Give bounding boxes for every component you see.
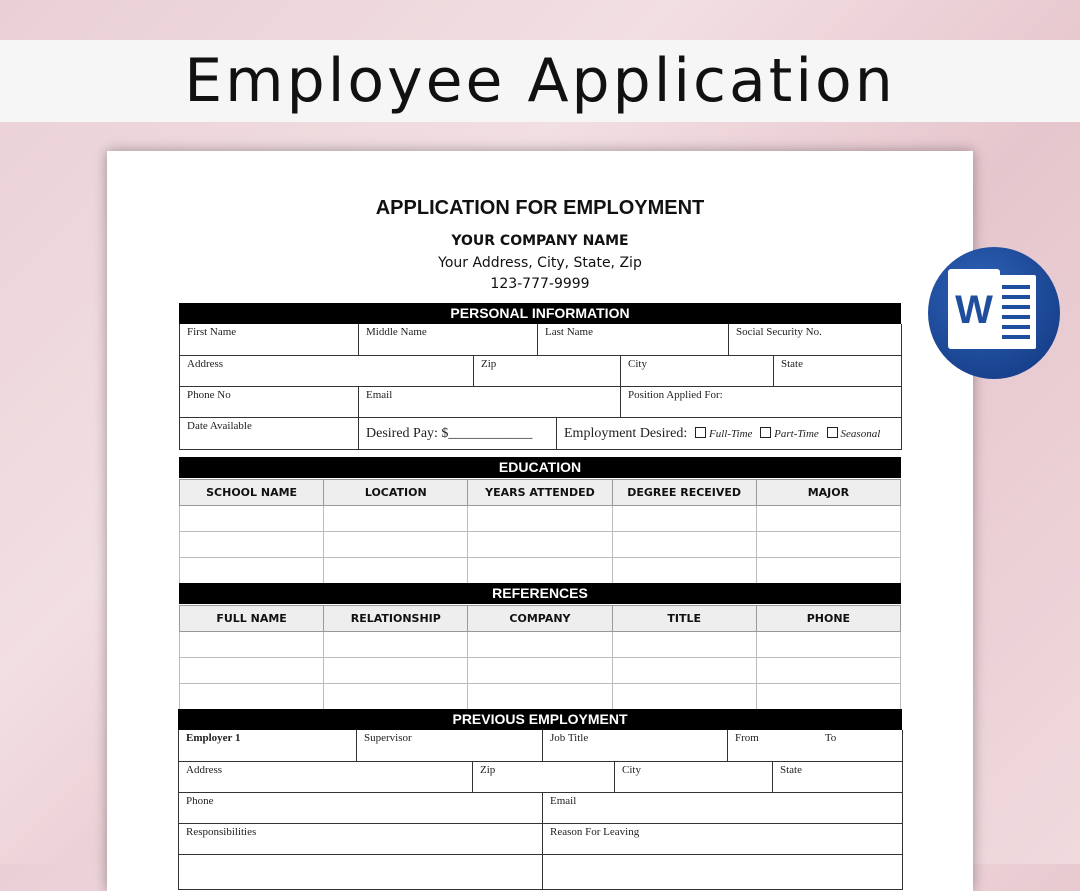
prev-extra-field-right[interactable] — [543, 855, 903, 890]
references-col-relationship: RELATIONSHIP — [324, 606, 468, 632]
seasonal-checkbox[interactable] — [827, 427, 838, 438]
table-cell[interactable] — [468, 658, 612, 684]
from-to-field[interactable] — [728, 730, 903, 762]
desired-pay-label: Desired Pay: $____________ — [366, 426, 533, 441]
table-row — [180, 532, 901, 558]
word-icon-letter: W — [955, 288, 993, 332]
education-col-degree: DEGREE RECEIVED — [612, 480, 756, 506]
date-available-field[interactable] — [180, 418, 359, 450]
application-document — [107, 151, 973, 891]
employer-label: Employer 1 — [186, 732, 241, 744]
prev-extra-field-left[interactable] — [179, 855, 543, 890]
job-title-label: Job Title — [550, 732, 589, 744]
reason-for-leaving-label: Reason For Leaving — [550, 826, 640, 838]
personal-info-grid — [179, 324, 902, 450]
references-col-company: COMPANY — [468, 606, 612, 632]
table-cell[interactable] — [612, 684, 756, 710]
full-time-label: Full-Time — [709, 428, 753, 440]
prev-zip-label: Zip — [480, 764, 496, 776]
prev-zip-field[interactable] — [473, 762, 615, 793]
table-cell[interactable] — [324, 506, 468, 532]
table-cell[interactable] — [324, 632, 468, 658]
table-cell[interactable] — [612, 506, 756, 532]
prev-address-label: Address — [186, 764, 223, 776]
prev-email-label: Email — [550, 795, 577, 807]
table-cell[interactable] — [180, 632, 324, 658]
position-label: Position Applied For: — [628, 389, 723, 401]
table-row — [180, 558, 901, 584]
full-time-checkbox[interactable] — [695, 427, 706, 438]
employment-desired-field — [557, 418, 902, 450]
table-cell[interactable] — [612, 658, 756, 684]
last-name-field[interactable] — [538, 324, 729, 356]
table-cell[interactable] — [180, 506, 324, 532]
table-cell[interactable] — [180, 658, 324, 684]
references-col-phone: PHONE — [756, 606, 900, 632]
references-heading: REFERENCES — [179, 583, 901, 604]
prev-phone-label: Phone — [186, 795, 214, 807]
table-cell[interactable] — [612, 532, 756, 558]
banner-title: Employee Application — [184, 46, 896, 116]
references-col-title: TITLE — [612, 606, 756, 632]
microsoft-word-icon — [926, 245, 1062, 381]
state-field[interactable] — [774, 356, 902, 387]
prev-city-field[interactable] — [615, 762, 773, 793]
state-label: State — [781, 358, 803, 370]
table-cell[interactable] — [324, 532, 468, 558]
previous-employment-heading: PREVIOUS EMPLOYMENT — [178, 709, 902, 730]
document-title: APPLICATION FOR EMPLOYMENT — [375, 197, 705, 219]
personal-info-heading: PERSONAL INFORMATION — [179, 303, 901, 324]
table-row — [180, 658, 901, 684]
references-col-full-name: FULL NAME — [180, 606, 324, 632]
previous-employment-grid — [178, 730, 903, 890]
education-header-row — [180, 480, 901, 506]
table-cell[interactable] — [756, 632, 900, 658]
ssn-label: Social Security No. — [736, 326, 822, 338]
ssn-field[interactable] — [729, 324, 902, 356]
supervisor-field[interactable] — [357, 730, 543, 762]
city-label: City — [628, 358, 647, 370]
first-name-label: First Name — [187, 326, 237, 338]
address-field[interactable] — [180, 356, 474, 387]
phone-no-field[interactable] — [180, 387, 359, 418]
email-label: Email — [366, 389, 393, 401]
company-address: Your Address, City, State, Zip — [438, 255, 642, 271]
prev-state-label: State — [780, 764, 802, 776]
middle-name-label: Middle Name — [366, 326, 427, 338]
table-cell[interactable] — [324, 558, 468, 584]
prev-phone-field[interactable] — [179, 793, 543, 824]
table-cell[interactable] — [468, 558, 612, 584]
table-cell[interactable] — [612, 558, 756, 584]
table-cell[interactable] — [612, 632, 756, 658]
reason-for-leaving-field[interactable] — [543, 824, 903, 855]
supervisor-label: Supervisor — [364, 732, 412, 744]
references-header-row — [180, 606, 901, 632]
phone-no-label: Phone No — [187, 389, 231, 401]
to-label: To — [824, 732, 837, 744]
employer-field[interactable] — [179, 730, 357, 762]
position-field[interactable] — [621, 387, 902, 418]
email-field[interactable] — [359, 387, 621, 418]
education-col-major: MAJOR — [756, 480, 900, 506]
table-row — [180, 632, 901, 658]
part-time-checkbox[interactable] — [760, 427, 771, 438]
middle-name-field[interactable] — [359, 324, 538, 356]
education-col-school: SCHOOL NAME — [180, 480, 324, 506]
table-row — [180, 506, 901, 532]
table-cell[interactable] — [756, 532, 900, 558]
education-col-years: YEARS ATTENDED — [468, 480, 612, 506]
education-col-location: LOCATION — [324, 480, 468, 506]
table-cell[interactable] — [756, 684, 900, 710]
company-name: YOUR COMPANY NAME — [451, 233, 629, 249]
table-cell[interactable] — [180, 558, 324, 584]
last-name-label: Last Name — [545, 326, 593, 338]
part-time-label: Part-Time — [774, 428, 819, 440]
company-phone: 123-777-9999 — [490, 276, 590, 292]
table-cell[interactable] — [468, 506, 612, 532]
zip-field[interactable] — [474, 356, 621, 387]
prev-email-field[interactable] — [543, 793, 903, 824]
table-cell[interactable] — [756, 658, 900, 684]
prev-address-field[interactable] — [179, 762, 473, 793]
address-label: Address — [187, 358, 224, 370]
title-banner — [0, 40, 1080, 122]
responsibilities-label: Responsibilities — [186, 826, 257, 838]
references-table — [179, 605, 901, 710]
table-cell[interactable] — [468, 684, 612, 710]
zip-label: Zip — [481, 358, 497, 370]
prev-city-label: City — [622, 764, 641, 776]
desired-pay-field[interactable] — [359, 418, 557, 450]
employment-desired-label: Employment Desired: — [564, 426, 688, 441]
responsibilities-field[interactable] — [179, 824, 543, 855]
table-row — [180, 684, 901, 710]
table-cell[interactable] — [324, 658, 468, 684]
table-cell[interactable] — [468, 632, 612, 658]
date-available-label: Date Available — [187, 420, 252, 432]
seasonal-label: Seasonal — [840, 428, 881, 440]
first-name-field[interactable] — [180, 324, 359, 356]
prev-state-field[interactable] — [773, 762, 903, 793]
table-cell[interactable] — [756, 506, 900, 532]
education-heading: EDUCATION — [179, 457, 901, 478]
table-cell[interactable] — [180, 532, 324, 558]
table-cell[interactable] — [324, 684, 468, 710]
table-cell[interactable] — [468, 532, 612, 558]
from-label: From — [735, 732, 759, 744]
city-field[interactable] — [621, 356, 774, 387]
job-title-field[interactable] — [543, 730, 728, 762]
education-table — [179, 479, 901, 584]
table-cell[interactable] — [756, 558, 900, 584]
table-cell[interactable] — [180, 684, 324, 710]
